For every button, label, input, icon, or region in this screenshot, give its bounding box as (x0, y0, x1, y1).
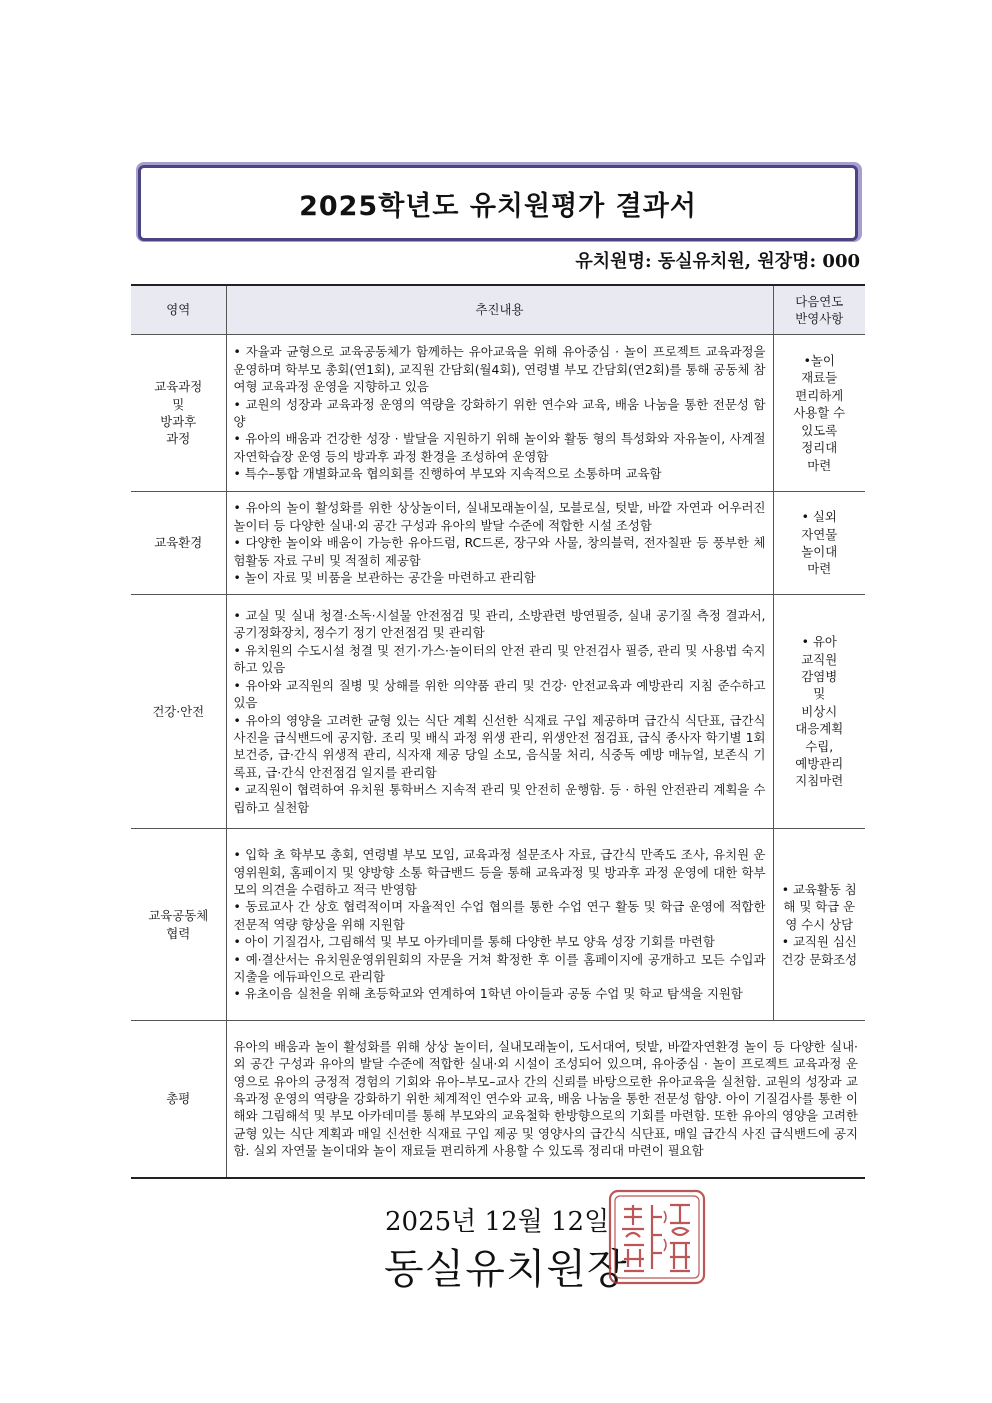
content-item: • 특수–통합 개별화교육 협의회를 진행하여 부모와 지속적으로 소통하며 교육함 (233, 466, 662, 482)
evaluation-table (131, 284, 865, 1179)
header-next-year: 다음연도 반영사항 (773, 285, 865, 335)
summary-label: 총평 (131, 1021, 226, 1178)
row-next-year: • 유아 교직원 감염병 및 비상시 대응계획 수립, 예방관리 지침마련 (773, 595, 865, 829)
content-item: • 자율과 균형으로 교육공동체가 함께하는 유아교육을 위해 유아중심 · 놀이 프로젝트 교육과정을 운영하며 학부모 총회(연1회), 교직원 간담회(월4회), 연령별 부모 간담회(연2회)를 통해 공동체 참여형 교육과정 운영을 지향하고 있음 (233, 344, 766, 395)
signer-title: 동실유치원장 (384, 1245, 628, 1293)
row-content (226, 335, 773, 492)
header-area: 영역 (131, 285, 226, 335)
table-header-row (131, 285, 865, 335)
table-row (131, 335, 865, 492)
table-row (131, 492, 865, 595)
row-next-year: •놀이 재료들 편리하게 사용할 수 있도록 정리대 마련 (773, 335, 865, 492)
document-title: 2025학년도 유치원평가 결과서 (138, 165, 858, 241)
row-area: 교육과정 및 방과후 과정 (131, 335, 226, 492)
row-area: 교육공동체 협력 (131, 829, 226, 1021)
content-item: • 유치원의 수도시설 청결 및 전기·가스·놀이터의 안전 관리 및 안전검사 필증, 관리 및 사용법 숙지하고 있음 (233, 642, 766, 676)
row-area: 건강·안전 (131, 595, 226, 829)
issue-date: 2025년 12월 12일 (385, 1207, 610, 1237)
content-item: • 예·결산서는 유치원운영위원회의 자문을 거쳐 확정한 후 이를 홈페이지에 공개하고 모든 수입과 지출을 에듀파인으로 관리함 (233, 951, 766, 985)
row-content (226, 829, 773, 1021)
table-row (131, 595, 865, 829)
content-item: • 입학 초 학부모 총회, 연령별 부모 모임, 교육과정 설문조사 자료, 급간식 만족도 조사, 유치원 운영위원회, 홈페이지 및 양방향 소통 학급밴드 등을 통해 교육과정 및 방과후 과정 운영에 대한 학부모의 의견을 수렴하고 적극 반영함 (233, 847, 766, 897)
content-item: • 다양한 놀이와 배움이 가능한 유아드럼, RC드론, 장구와 사물, 창의블럭, 전자칠판 등 풍부한 체험활동 자료 구비 및 적절히 제공함 (233, 535, 766, 568)
row-next-year: • 교육활동 침해 및 학급 운영 수시 상담 • 교직원 심신 건강 문화조성 (773, 829, 865, 1021)
content-item: • 동료교사 간 상호 협력적이며 자율적인 수업 협의를 통한 수업 연구 활동 및 학급 운영에 적합한 전문적 역량 향상을 위해 지원함 (233, 899, 766, 932)
content-item: • 유아의 영양을 고려한 균형 있는 식단 계획 신선한 식재료 구입 제공하며 급간식 식단표, 급간식 사진을 급식밴드에 공지함. 조리 및 배식 과정 위생 관리, 위생안전 점검표, 급식 종사자 학기별 1회 보건증, 급·간식 위생적 관리, 식자재 제공 당일 소모, 음식물 처리, 식중독 예방 매뉴얼, 보존식 기록표, 급·간식 안전점검 일지를 관리함 (233, 712, 766, 780)
content-item: • 놀이 자료 및 비품을 보관하는 공간을 마련하고 관리함 (233, 570, 536, 586)
table-row (131, 829, 865, 1021)
content-item: • 교실 및 실내 청결·소독·시설물 안전점검 및 관리, 소방관련 방연필증, 실내 공기질 측정 결과서, 공기정화장치, 정수기 정기 안전점검 및 관리함 (233, 608, 766, 641)
content-item: • 유아와 교직원의 질병 및 상해를 위한 의약품 관리 및 건강· 안전교육과 예방관리 지침 준수하고 있음 (233, 677, 766, 711)
content-item: • 유아의 놀이 활성화를 위한 상상놀이터, 실내모래놀이실, 모블로실, 텃밭, 바깥 자연과 어우러진 놀이터 등 다양한 실내·외 공간 구성과 유아의 발달 수준에 적합한 시설 조성함 (233, 500, 766, 533)
official-seal-icon (606, 1187, 708, 1287)
content-item: • 아이 기질검사, 그림해석 및 부모 아카데미를 통해 다양한 부모 양육 성장 기회를 마련함 (233, 934, 715, 950)
row-content (226, 492, 773, 595)
row-content (226, 595, 773, 829)
content-item: • 유초이음 실천을 위해 초등학교와 연계하여 1학년 아이들과 공동 수업 및 학교 탐색을 지원함 (233, 986, 743, 1002)
summary-row (131, 1021, 865, 1178)
row-area: 교육환경 (131, 492, 226, 595)
kindergarten-info: 유치원명: 동실유치원, 원장명: 000 (575, 251, 860, 272)
content-item: • 교원의 성장과 교육과정 운영의 역량을 강화하기 위한 연수와 교육, 배움 나눔을 통한 전문성 함양 (233, 396, 766, 429)
row-next-year: • 실외 자연물 놀이대 마련 (773, 492, 865, 595)
summary-text: 유아의 배움과 놀이 활성화를 위해 상상 놀이터, 실내모래놀이, 도서대여, 텃밭, 바깥자연환경 놀이 등 다양한 실내·외 공간 구성과 유아의 발달 수준에 적합한 실내·외 시설이 조성되어 있으며, 유아중심 · 놀이 프로젝트 교육과정 운영으로 유아의 긍정적 경험의 기회와 유아–부모–교사 간의 신뢰를 바탕으로한 유아교육을 실천함. 교원의 성장과 교육과정 운영의 역량을 강화하기 위한 체계적인 연수와 교육, 배움 나눔을 통한 전문성 함양. 아이 기질검사를 통한 이해와 그림해석 및 부모 아카데미를 통해 부모와의 교육철학 한방향으로의 기회를 마련함. 또한 유아의 영양을 고려한 균형 있는 식단 계획과 매일 신선한 식재료 구입 제공 및 영양사의 급간식 식단표, 매일 급간식 사진 급식밴드에 공지함. 실외 자연물 놀이대와 놀이 재료들 편리하게 사용할 수 있도록 정리대 마련이 필요함 (226, 1021, 865, 1178)
header-content: 추진내용 (226, 285, 773, 335)
content-item: • 교직원이 협력하여 유치원 통학버스 지속적 관리 및 안전히 운행함. 등 · 하원 안전관리 계획을 수립하고 실천함 (233, 782, 766, 815)
content-item: • 유아의 배움과 건강한 성장 · 발달을 지원하기 위해 놀이와 활동 형의 특성화와 자유놀이, 사계절 자연학습장 운영 등의 방과후 과정 환경을 조성하여 운영함 (233, 431, 766, 464)
